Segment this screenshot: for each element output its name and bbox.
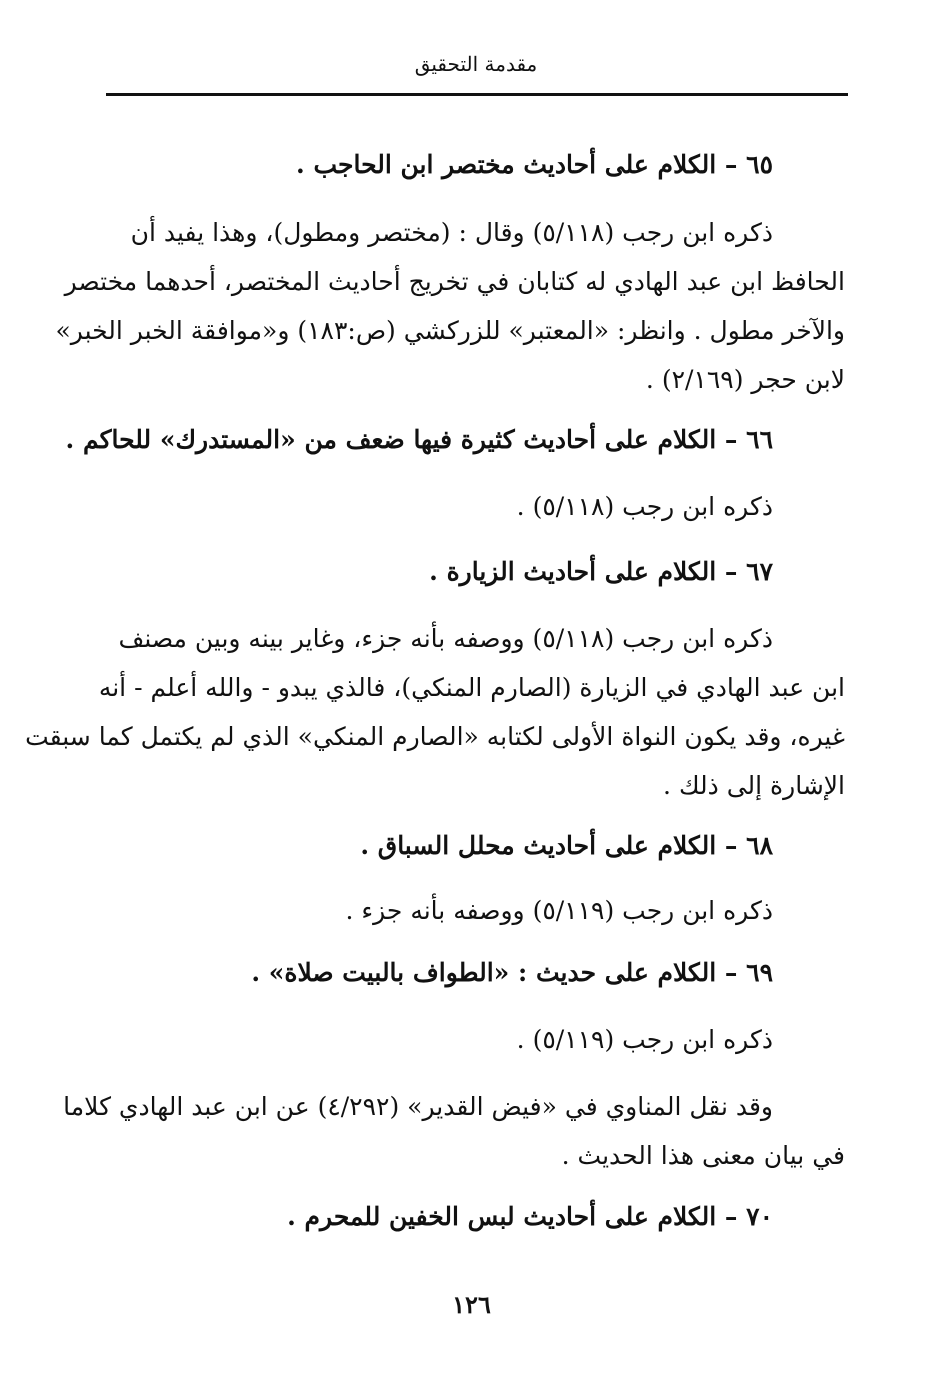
text-line: والآخر مطول . وانظر: «المعتبر» للزركشي (ص:١٨٣) و«موافقة الخبر الخبر»: [55, 316, 845, 345]
text-line: الحافظ ابن عبد الهادي له كتابان في تخريج أحاديث المختصر، أحدهما مختصر: [64, 267, 845, 296]
text-line: ذكره ابن رجب (٥/١١٨) ووصفه بأنه جزء، وغاير بينه وبين مصنف: [118, 624, 773, 653]
section-heading: ٦٥ – الكلام على أحاديث مختصر ابن الحاجب .: [296, 150, 773, 179]
text-line: في بيان معنى هذا الحديث .: [561, 1141, 845, 1170]
text-line: ذكره ابن رجب (٥/١١٨) .: [516, 492, 773, 521]
section-heading: ٦٦ – الكلام على أحاديث كثيرة فيها ضعف من «المستدرك» للحاكم .: [65, 425, 773, 454]
text-line: غيره، وقد يكون النواة الأولى لكتابه «الصارم المنكي» الذي لم يكتمل كما سبقت: [25, 722, 845, 751]
text-line: وقد نقل المناوي في «فيض القدير» (٤/٢٩٢) عن ابن عبد الهادي كلاما: [63, 1092, 773, 1121]
header-rule: [106, 93, 848, 96]
page-number: ١٢٦: [452, 1290, 491, 1319]
section-heading: ٦٧ – الكلام على أحاديث الزيارة .: [429, 557, 773, 586]
text-line: ذكره ابن رجب (٥/١١٩) ووصفه بأنه جزء .: [345, 896, 773, 925]
text-line: ذكره ابن رجب (٥/١١٩) .: [516, 1025, 773, 1054]
section-heading: ٦٩ – الكلام على حديث : «الطواف بالبيت صلاة» .: [251, 958, 773, 987]
text-line: ابن عبد الهادي في الزيارة (الصارم المنكي)، فالذي يبدو - والله أعلم - أنه: [98, 673, 845, 702]
running-header: مقدمة التحقيق: [414, 52, 538, 76]
text-line: ذكره ابن رجب (٥/١١٨) وقال : (مختصر ومطول)، وهذا يفيد أن: [130, 218, 773, 247]
text-line: لابن حجر (٢/١٦٩) .: [645, 365, 845, 394]
section-heading: ٧٠ – الكلام على أحاديث لبس الخفين للمحرم .: [287, 1202, 773, 1231]
text-line: الإشارة إلى ذلك .: [663, 771, 845, 800]
section-heading: ٦٨ – الكلام على أحاديث محلل السباق .: [360, 831, 773, 860]
